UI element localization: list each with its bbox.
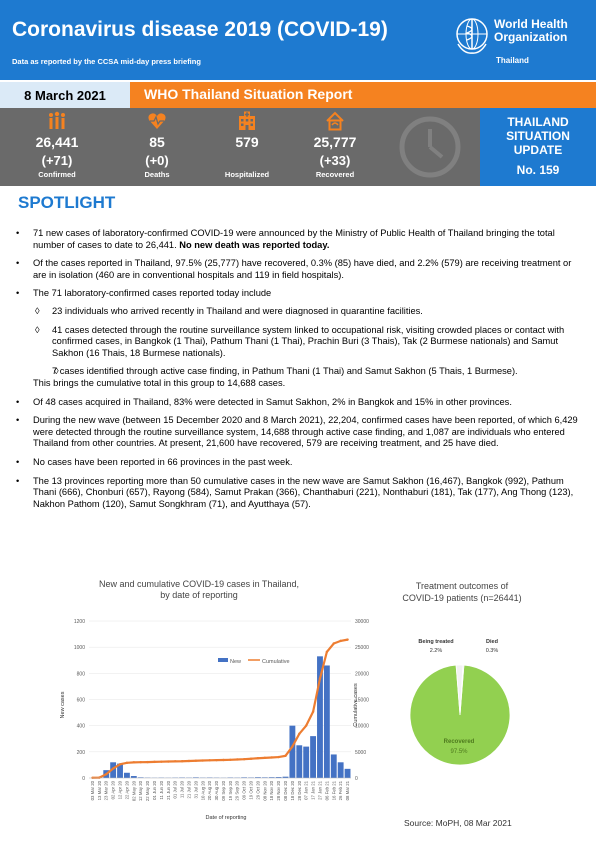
- x-tick-label: 09 Oct 20: [241, 781, 247, 800]
- stat-value: 25,777: [313, 134, 357, 150]
- list-item: • No cases have been reported in 66 provinces in the past week.: [14, 457, 580, 469]
- point-cumulative: [160, 760, 162, 762]
- point-cumulative: [133, 761, 135, 763]
- org-name-line2: Organization: [494, 30, 568, 44]
- list-item: • The 71 laboratory-confirmed cases reported today include: [14, 288, 580, 300]
- pie-pct-died: 0.3%: [485, 648, 499, 654]
- bar-new-cases: [331, 754, 337, 778]
- x-tick-label: 19 Sep 20: [227, 781, 233, 801]
- pie-title-line1: Treatment outcomes of: [415, 581, 509, 591]
- x-tick-label: 20 Aug 20: [207, 781, 213, 801]
- x-tick-label: 21 Jul 20: [186, 781, 192, 799]
- x-tick-label: 19 Oct 20: [248, 781, 254, 800]
- bar-new-cases: [310, 736, 316, 778]
- bar-new-cases: [345, 769, 351, 778]
- y-tick-label: 400: [76, 723, 85, 730]
- pie-label-recovered: Recovered: [443, 739, 475, 745]
- point-cumulative: [181, 760, 183, 762]
- org-name-line1: World Health: [494, 17, 568, 31]
- point-cumulative: [250, 758, 252, 760]
- list-item: • During the new wave (between 15 December 2020 and 8 March 2021), 22,204, confirmed cases have been reported, of which 6,429 were detected through the routine surveillance system, 14,688 through active case finding, and 1,087 are individuals who entered Thailand from other countries. At present, 21,600 have recovered, 579 are receiving treatment, and 25 have died.: [14, 415, 580, 450]
- y-tick-label: 1000: [73, 645, 85, 652]
- x-tick-label: 22 May 20: [145, 781, 151, 802]
- point-cumulative: [188, 760, 190, 762]
- x-tick-label: 08 Mar 21: [345, 781, 351, 801]
- update-line2: SITUATION: [506, 129, 570, 143]
- x-tick-label: 22 Apr 20: [124, 781, 130, 800]
- y2-tick-label: 10000: [355, 723, 369, 730]
- point-cumulative: [215, 759, 217, 761]
- bar-new-cases: [289, 726, 295, 778]
- x-tick-label: 26 Feb 21: [338, 781, 344, 801]
- x-tick-label: 11 Jun 20: [158, 781, 164, 800]
- x-tick-label: 17 Jan 21: [310, 781, 316, 800]
- stat-value: 26,441: [35, 134, 79, 150]
- y2-tick-label: 25000: [355, 645, 369, 652]
- pie-label-treated: Being treated: [418, 639, 454, 645]
- point-cumulative: [105, 773, 107, 775]
- bar-new-cases: [303, 747, 309, 778]
- point-cumulative: [319, 677, 321, 679]
- x-tick-label: 18 Nov 20: [269, 781, 275, 801]
- point-cumulative: [298, 733, 300, 735]
- y2-tick-label: 5000: [355, 749, 367, 756]
- x-tick-label: 01 Jun 20: [152, 781, 157, 800]
- clock-icon: [380, 108, 480, 186]
- x-tick-label: 23 Mar 20: [103, 781, 109, 801]
- point-cumulative: [140, 761, 142, 763]
- point-cumulative: [98, 776, 100, 778]
- bar-new-cases: [124, 773, 130, 778]
- bullet-text: 71 new cases of laboratory-confirmed COVID-19 were announced by the Ministry of Public Health of Thailand bringing the total number of cases to date to 26,441.: [33, 228, 555, 250]
- who-logo-icon: [452, 16, 492, 56]
- bar-new-cases: [296, 745, 302, 778]
- legend-label-cumulative: Cumulative: [262, 659, 290, 665]
- legend-label-new: New: [230, 659, 242, 665]
- x-tick-label: 01 Jul 20: [172, 781, 178, 799]
- page-title: Coronavirus disease 2019 (COVID-19): [12, 18, 388, 41]
- x-tick-label: 18 Dec 20: [289, 781, 295, 801]
- sub-list-item: ◊ 41 cases detected through the routine surveillance system linked to occupational risk, visiting crowded places or contact with confirmed cases, in Bangkok (1 Thai), Pathum Thani (1 Thai), Prachin Buri (3 Thais), Tak (2 Burmese nationals) and Samut Sakhon (16 Thais, 18 Burmese nationals).: [33, 325, 580, 360]
- y-tick-label: 200: [76, 749, 85, 756]
- x-tick-label: 21 Jun 20: [165, 781, 171, 800]
- stat-change: (+33): [319, 153, 351, 168]
- point-cumulative: [312, 711, 314, 713]
- list-item: • Of the cases reported in Thailand, 97.5% (25,777) have recovered, 0.3% (85) have died, and 2.2% (579) are receiving treatment or are in isolation (460 are in conventional hospitals and 119 in field hospitals).: [14, 258, 580, 281]
- x-tick-label: 28 Dec 20: [296, 781, 302, 801]
- point-cumulative: [271, 756, 273, 758]
- spotlight-heading: SPOTLIGHT: [18, 193, 116, 212]
- list-item: [14, 228, 580, 251]
- x-tick-label: 11 Jul 20: [179, 781, 185, 799]
- y2-tick-label: 30000: [355, 619, 369, 625]
- update-line1: THAILAND: [507, 115, 569, 129]
- people-icon: [47, 111, 67, 131]
- page-subtitle: Data as reported by the CCSA mid-day press briefing: [12, 57, 201, 66]
- stat-change: (+71): [41, 153, 73, 168]
- point-cumulative: [146, 761, 148, 763]
- chart-legend: [218, 658, 290, 665]
- x-tick-label: 08 Nov 20: [262, 781, 268, 801]
- y2-tick-label: 20000: [355, 671, 369, 678]
- pie-label-died: Died: [486, 639, 498, 645]
- sub-list-item: ◊ 23 individuals who arrived recently in Thailand and were diagnosed in quarantine facilities.: [33, 306, 580, 318]
- x-tick-label: 31 Jul 20: [193, 781, 199, 799]
- pie-pct-treated: 2.2%: [429, 648, 443, 654]
- point-cumulative: [167, 760, 169, 762]
- point-cumulative: [346, 638, 348, 640]
- stat-label: Recovered: [315, 170, 355, 179]
- source-note: Source: MoPH, 08 Mar 2021: [404, 818, 512, 828]
- x-tick-label: 06 Feb 21: [324, 781, 330, 801]
- x-tick-label: 30 Aug 20: [214, 781, 220, 801]
- point-cumulative: [264, 757, 266, 759]
- org-country: Thailand: [496, 56, 529, 65]
- point-cumulative: [195, 760, 197, 762]
- bar-new-cases: [338, 762, 344, 778]
- point-cumulative: [202, 759, 204, 761]
- x-tick-label: 02 Apr 20: [110, 781, 116, 800]
- point-cumulative: [119, 763, 121, 765]
- point-cumulative: [243, 758, 245, 760]
- x-tick-label: 03 Mar 20: [89, 781, 95, 801]
- report-title: WHO Thailand Situation Report: [144, 86, 353, 102]
- chart-xlabel: Date of reporting: [205, 815, 247, 821]
- clock-panel: [380, 108, 480, 186]
- point-cumulative: [326, 651, 328, 653]
- x-tick-label: 02 May 20: [131, 781, 137, 802]
- x-tick-label: 10 Aug 20: [200, 781, 206, 801]
- chart-ylabel: New cases: [60, 691, 66, 719]
- point-cumulative: [222, 759, 224, 761]
- point-cumulative: [112, 767, 114, 769]
- update-line3: UPDATE: [513, 143, 563, 157]
- stat-value: 85: [149, 134, 165, 150]
- y-tick-label: 0: [82, 776, 85, 782]
- point-cumulative: [339, 640, 341, 642]
- house-icon: [325, 111, 345, 131]
- point-cumulative: [277, 756, 279, 758]
- x-tick-label: 29 Oct 20: [255, 781, 261, 800]
- x-tick-label: 13 Mar 20: [96, 781, 102, 801]
- stat-change: (+0): [145, 153, 169, 168]
- point-cumulative: [153, 761, 155, 763]
- x-tick-label: 28 Nov 20: [276, 781, 282, 801]
- stat-value: 579: [235, 134, 259, 150]
- point-cumulative: [208, 759, 210, 761]
- y-tick-label: 1200: [73, 619, 85, 625]
- spotlight-list: [14, 228, 580, 517]
- point-cumulative: [229, 759, 231, 761]
- sub-list-continuation: This brings the cumulative total in this group to 14,688 cases.: [33, 377, 286, 388]
- list-item: • The 13 provinces reporting more than 50 cumulative cases in the new wave are Samut Sakhon (16,467), Bangkok (992), Pathum Thani (666), Chonburi (657), Rayong (584), Samut Prakan (366), Chanthaburi (221), Nonthaburi (181), Tak (177), Ang Thong (123), Nakhon Pathom (120), Samut Songkhram (71), and Ayutthaya (57).: [14, 476, 580, 511]
- x-tick-label: 08 Dec 20: [283, 781, 288, 801]
- x-tick-label: 09 Sep 20: [220, 781, 226, 801]
- outcomes-pie-chart: [380, 575, 560, 815]
- y2-tick-label: 0: [355, 776, 358, 782]
- x-tick-label: 12 Apr 20: [117, 781, 123, 800]
- point-cumulative: [333, 642, 335, 644]
- situation-update-heading: [480, 115, 596, 157]
- stat-label: Deaths: [144, 170, 170, 179]
- heart-icon: [147, 111, 167, 131]
- org-name: [494, 18, 568, 44]
- point-cumulative: [126, 762, 128, 764]
- bar-new-cases: [324, 665, 330, 778]
- pie-pct-recovered: 97.5%: [450, 749, 468, 755]
- point-cumulative: [236, 758, 238, 760]
- x-tick-label: 07 Jan 21: [303, 781, 309, 800]
- report-date: 8 March 2021: [24, 88, 106, 103]
- y-tick-label: 600: [76, 697, 85, 704]
- chart-y2label: Cumulative cases: [353, 683, 359, 727]
- x-tick-label: 27 Jan 21: [317, 781, 323, 800]
- sub-item-text: 7 cases identified through active case finding, in Pathum Thani (1 Thai) and Samut Sakhon (5 Thais, 1 Burmese).: [52, 366, 518, 377]
- stat-label: Hospitalized: [224, 170, 270, 179]
- y-tick-label: 800: [76, 671, 85, 678]
- bullet-text-bold: No new death was reported today.: [179, 239, 330, 250]
- y2-tick-label: 15000: [355, 697, 369, 704]
- chart-title-line1: New and cumulative COVID-19 cases in Thailand,: [99, 579, 299, 589]
- x-tick-label: 16 Feb 21: [331, 781, 337, 801]
- x-tick-label: 29 Sep 20: [234, 781, 240, 801]
- point-cumulative: [257, 757, 259, 759]
- chart-title-line2: by date of reporting: [160, 590, 238, 600]
- cases-chart: [55, 575, 369, 825]
- update-number: No. 159: [516, 163, 560, 177]
- sub-list-item: [33, 366, 580, 378]
- pie-title-line2: COVID-19 patients (n=26441): [402, 593, 522, 603]
- point-cumulative: [291, 745, 293, 747]
- x-tick-label: 12 May 20: [138, 781, 144, 802]
- stat-label: Confirmed: [38, 170, 76, 179]
- point-cumulative: [305, 724, 307, 726]
- point-cumulative: [174, 760, 176, 762]
- hospital-icon: [237, 111, 257, 131]
- point-cumulative: [284, 755, 286, 757]
- legend-swatch-new: [218, 658, 228, 662]
- list-item: • Of 48 cases acquired in Thailand, 83% were detected in Samut Sakhon, 2% in Bangkok and 15% in other provinces.: [14, 397, 580, 409]
